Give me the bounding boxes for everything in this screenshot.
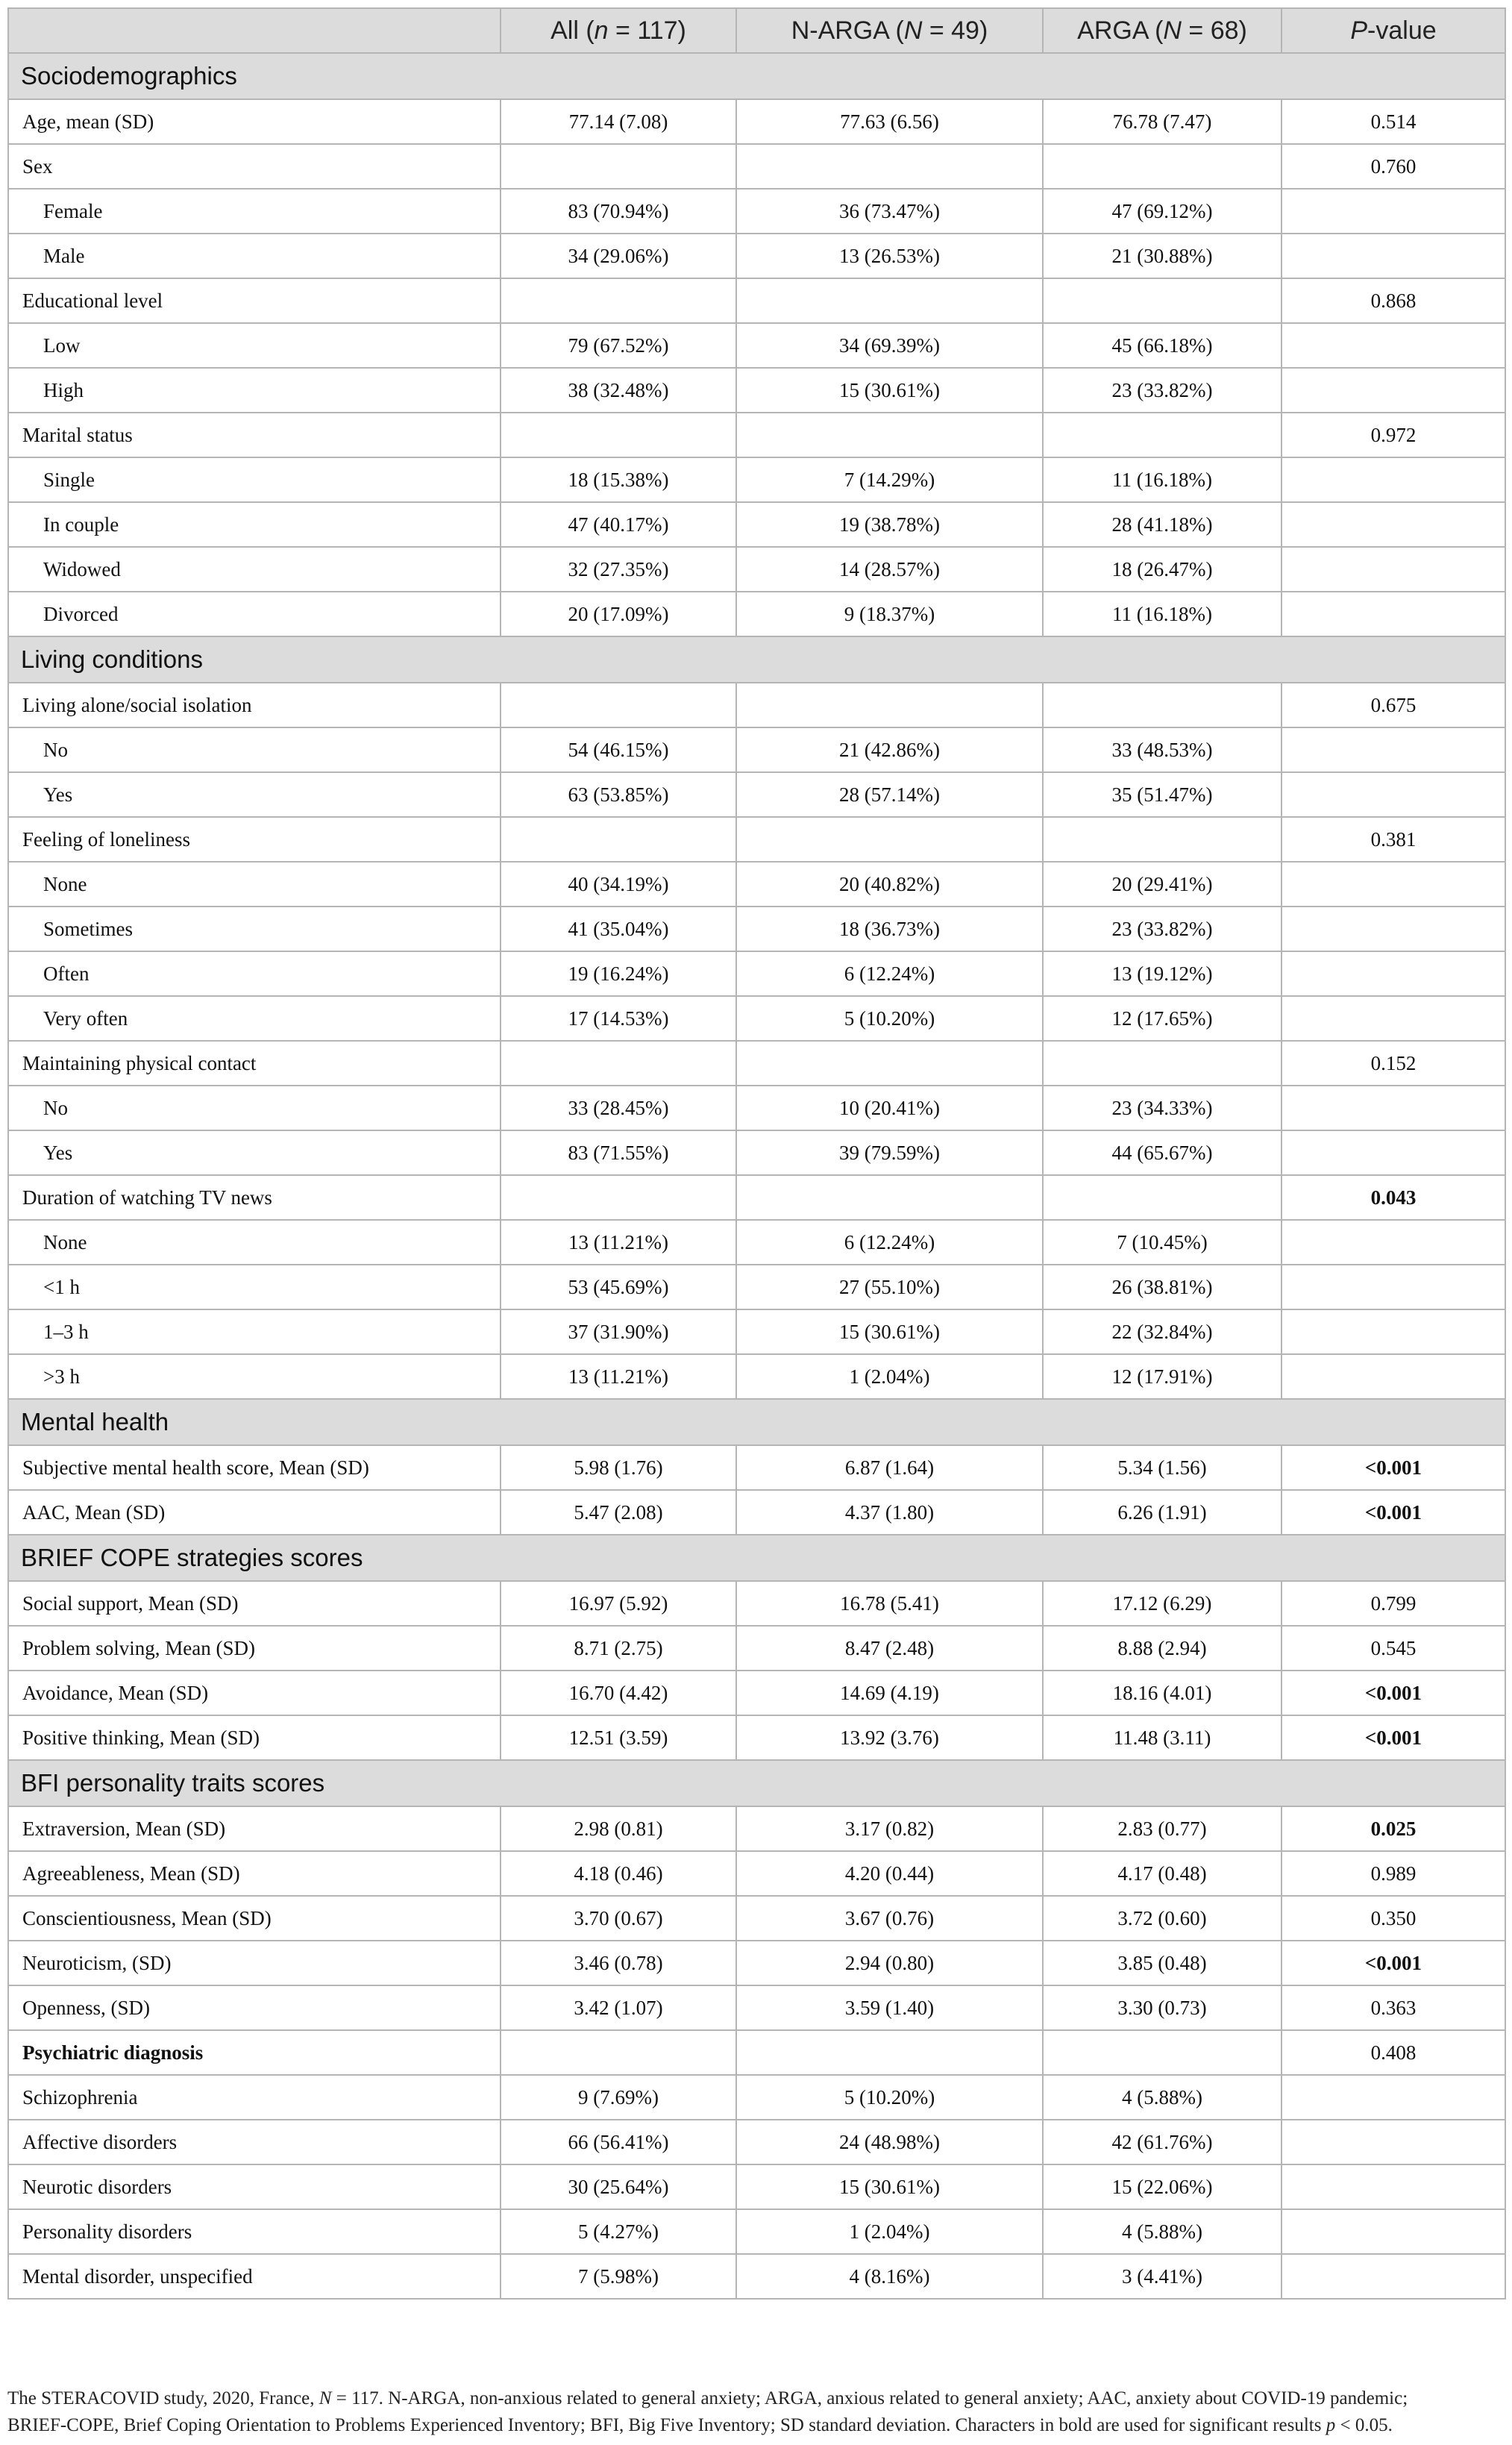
table-header-row (8, 8, 1505, 53)
cell-pvalue (1282, 323, 1505, 368)
cell-arga: 7 (10.45%) (1043, 1220, 1282, 1265)
table-row (8, 1086, 1505, 1130)
row-label: Subjective mental health score, Mean (SD) (8, 1445, 501, 1490)
cell-arga: 26 (38.81%) (1043, 1265, 1282, 1309)
row-label: <1 h (8, 1265, 501, 1309)
section-header-row (8, 53, 1505, 99)
cell-all (501, 2030, 736, 2075)
cell-narga (736, 1041, 1043, 1086)
row-label: Female (8, 189, 501, 234)
cell-narga: 28 (57.14%) (736, 772, 1043, 817)
table-row (8, 2120, 1505, 2164)
row-label: Personality disorders (8, 2209, 501, 2254)
header-arga: ARGA (N = 68) (1043, 8, 1282, 53)
cell-all: 13 (11.21%) (501, 1220, 736, 1265)
cell-narga (736, 2030, 1043, 2075)
row-label: Low (8, 323, 501, 368)
cell-pvalue (1282, 2075, 1505, 2120)
row-label: Living alone/social isolation (8, 683, 501, 727)
cell-all: 7 (5.98%) (501, 2254, 736, 2299)
cell-pvalue: <0.001 (1282, 1671, 1505, 1715)
row-label: Agreeableness, Mean (SD) (8, 1851, 501, 1896)
table-row (8, 1851, 1505, 1896)
cell-arga (1043, 2030, 1282, 2075)
table-row (8, 1671, 1505, 1715)
cell-arga: 18.16 (4.01) (1043, 1671, 1282, 1715)
cell-all: 83 (71.55%) (501, 1130, 736, 1175)
row-label: High (8, 368, 501, 413)
cell-arga (1043, 278, 1282, 323)
cell-narga: 3.67 (0.76) (736, 1896, 1043, 1941)
table-row (8, 1265, 1505, 1309)
cell-pvalue (1282, 189, 1505, 234)
table-row (8, 2164, 1505, 2209)
cell-arga: 5.34 (1.56) (1043, 1445, 1282, 1490)
row-label: AAC, Mean (SD) (8, 1490, 501, 1535)
cell-all: 2.98 (0.81) (501, 1806, 736, 1851)
cell-arga: 4.17 (0.48) (1043, 1851, 1282, 1896)
cell-pvalue: 0.989 (1282, 1851, 1505, 1896)
cell-narga: 20 (40.82%) (736, 862, 1043, 907)
cell-narga: 16.78 (5.41) (736, 1581, 1043, 1626)
cell-narga: 6 (12.24%) (736, 951, 1043, 996)
cell-pvalue (1282, 457, 1505, 502)
cell-arga: 3.85 (0.48) (1043, 1941, 1282, 1985)
cell-narga: 77.63 (6.56) (736, 99, 1043, 144)
cell-pvalue: 0.545 (1282, 1626, 1505, 1671)
cell-pvalue (1282, 772, 1505, 817)
cell-narga: 27 (55.10%) (736, 1265, 1043, 1309)
row-label: Yes (8, 772, 501, 817)
cell-arga (1043, 683, 1282, 727)
cell-arga: 35 (51.47%) (1043, 772, 1282, 817)
row-label: Neurotic disorders (8, 2164, 501, 2209)
cell-pvalue: <0.001 (1282, 1715, 1505, 1760)
cell-all: 3.46 (0.78) (501, 1941, 736, 1985)
row-label: Very often (8, 996, 501, 1041)
cell-narga: 7 (14.29%) (736, 457, 1043, 502)
cell-all: 32 (27.35%) (501, 547, 736, 592)
row-label: Educational level (8, 278, 501, 323)
table-body (8, 53, 1505, 2299)
cell-all: 77.14 (7.08) (501, 99, 736, 144)
cell-all (501, 144, 736, 189)
cell-all: 13 (11.21%) (501, 1354, 736, 1399)
section-title: Sociodemographics (8, 53, 1505, 99)
row-label: Positive thinking, Mean (SD) (8, 1715, 501, 1760)
table-row (8, 2075, 1505, 2120)
cell-arga: 11.48 (3.11) (1043, 1715, 1282, 1760)
cell-narga: 14.69 (4.19) (736, 1671, 1043, 1715)
header-variable (8, 8, 501, 53)
table-row (8, 1130, 1505, 1175)
cell-all: 33 (28.45%) (501, 1086, 736, 1130)
cell-arga: 23 (33.82%) (1043, 907, 1282, 951)
cell-arga: 6.26 (1.91) (1043, 1490, 1282, 1535)
cell-arga: 11 (16.18%) (1043, 592, 1282, 636)
cell-narga: 5 (10.20%) (736, 2075, 1043, 2120)
table-row (8, 1896, 1505, 1941)
cell-narga (736, 683, 1043, 727)
cell-narga: 15 (30.61%) (736, 2164, 1043, 2209)
cell-pvalue (1282, 951, 1505, 996)
cell-all: 5.98 (1.76) (501, 1445, 736, 1490)
cell-pvalue (1282, 592, 1505, 636)
cell-all: 83 (70.94%) (501, 189, 736, 234)
cell-all: 37 (31.90%) (501, 1309, 736, 1354)
cell-arga: 18 (26.47%) (1043, 547, 1282, 592)
cell-narga: 1 (2.04%) (736, 1354, 1043, 1399)
row-label: Maintaining physical contact (8, 1041, 501, 1086)
cell-pvalue (1282, 2209, 1505, 2254)
table-row (8, 1985, 1505, 2030)
cell-all (501, 1041, 736, 1086)
cell-all: 41 (35.04%) (501, 907, 736, 951)
cell-all: 8.71 (2.75) (501, 1626, 736, 1671)
cell-arga: 76.78 (7.47) (1043, 99, 1282, 144)
header-narga: N-ARGA (N = 49) (736, 8, 1043, 53)
table-row (8, 99, 1505, 144)
cell-all: 53 (45.69%) (501, 1265, 736, 1309)
cell-pvalue (1282, 996, 1505, 1041)
cell-pvalue: 0.868 (1282, 278, 1505, 323)
row-label: Male (8, 234, 501, 278)
cell-narga: 39 (79.59%) (736, 1130, 1043, 1175)
cell-arga (1043, 817, 1282, 862)
cell-all: 12.51 (3.59) (501, 1715, 736, 1760)
cell-pvalue (1282, 907, 1505, 951)
cell-narga: 6 (12.24%) (736, 1220, 1043, 1265)
cell-pvalue: <0.001 (1282, 1941, 1505, 1985)
cell-narga (736, 278, 1043, 323)
row-label: Age, mean (SD) (8, 99, 501, 144)
cell-narga: 9 (18.37%) (736, 592, 1043, 636)
cell-all: 47 (40.17%) (501, 502, 736, 547)
table-row (8, 1581, 1505, 1626)
cell-pvalue (1282, 1086, 1505, 1130)
cell-narga: 18 (36.73%) (736, 907, 1043, 951)
cell-arga: 3 (4.41%) (1043, 2254, 1282, 2299)
cell-all: 16.97 (5.92) (501, 1581, 736, 1626)
table-footnote (7, 2385, 1505, 2439)
table-row (8, 1220, 1505, 1265)
row-label: 1–3 h (8, 1309, 501, 1354)
cell-arga (1043, 413, 1282, 457)
row-label: No (8, 727, 501, 772)
table-row (8, 1715, 1505, 1760)
cell-all: 19 (16.24%) (501, 951, 736, 996)
cell-all: 30 (25.64%) (501, 2164, 736, 2209)
table-row (8, 1309, 1505, 1354)
cell-pvalue (1282, 727, 1505, 772)
section-title: Living conditions (8, 636, 1505, 683)
cell-pvalue: 0.350 (1282, 1896, 1505, 1941)
row-label: No (8, 1086, 501, 1130)
row-label: Avoidance, Mean (SD) (8, 1671, 501, 1715)
row-label: Marital status (8, 413, 501, 457)
cell-narga: 6.87 (1.64) (736, 1445, 1043, 1490)
footnote-line-1: The STERACOVID study, 2020, France, N = 117. N-ARGA, non-anxious related to general anxiety; ARGA, anxious related to general anxiety; AAC, anxiety about COVID-19 pandemic; (7, 2388, 1408, 2408)
cell-pvalue (1282, 547, 1505, 592)
row-label: Neuroticism, (SD) (8, 1941, 501, 1985)
cell-pvalue: 0.363 (1282, 1985, 1505, 2030)
table-row (8, 907, 1505, 951)
table-row (8, 413, 1505, 457)
table-row (8, 996, 1505, 1041)
row-label: In couple (8, 502, 501, 547)
cell-pvalue (1282, 1354, 1505, 1399)
cell-arga: 11 (16.18%) (1043, 457, 1282, 502)
cell-arga: 17.12 (6.29) (1043, 1581, 1282, 1626)
table-row (8, 234, 1505, 278)
cell-pvalue (1282, 2164, 1505, 2209)
cell-pvalue: 0.025 (1282, 1806, 1505, 1851)
row-label: Single (8, 457, 501, 502)
cell-narga: 24 (48.98%) (736, 2120, 1043, 2164)
cell-all: 5 (4.27%) (501, 2209, 736, 2254)
row-label: Widowed (8, 547, 501, 592)
cell-arga: 4 (5.88%) (1043, 2209, 1282, 2254)
cell-narga: 36 (73.47%) (736, 189, 1043, 234)
table-row (8, 727, 1505, 772)
cell-arga: 3.30 (0.73) (1043, 1985, 1282, 2030)
row-label: Conscientiousness, Mean (SD) (8, 1896, 501, 1941)
cell-narga: 5 (10.20%) (736, 996, 1043, 1041)
row-label: None (8, 1220, 501, 1265)
cell-arga: 20 (29.41%) (1043, 862, 1282, 907)
results-table-container (7, 7, 1505, 2300)
cell-narga: 3.17 (0.82) (736, 1806, 1043, 1851)
cell-narga: 21 (42.86%) (736, 727, 1043, 772)
cell-pvalue: 0.799 (1282, 1581, 1505, 1626)
table-row (8, 278, 1505, 323)
row-label: Duration of watching TV news (8, 1175, 501, 1220)
cell-all: 54 (46.15%) (501, 727, 736, 772)
table-row (8, 1445, 1505, 1490)
row-label: Social support, Mean (SD) (8, 1581, 501, 1626)
row-label: Sex (8, 144, 501, 189)
cell-arga: 44 (65.67%) (1043, 1130, 1282, 1175)
footnote-line-2: BRIEF-COPE, Brief Coping Orientation to Problems Experienced Inventory; BFI, Big Five Inventory; SD standard deviation. Characters in bold are used for significant results p < 0.05. (7, 2415, 1393, 2435)
row-label: Divorced (8, 592, 501, 636)
row-label: Mental disorder, unspecified (8, 2254, 501, 2299)
cell-pvalue (1282, 234, 1505, 278)
cell-arga: 47 (69.12%) (1043, 189, 1282, 234)
cell-all: 20 (17.09%) (501, 592, 736, 636)
header-pvalue: P-value (1282, 8, 1505, 53)
cell-narga: 8.47 (2.48) (736, 1626, 1043, 1671)
table-row (8, 683, 1505, 727)
cell-all: 79 (67.52%) (501, 323, 736, 368)
cell-all: 3.42 (1.07) (501, 1985, 736, 2030)
table-row (8, 1806, 1505, 1851)
cell-arga: 15 (22.06%) (1043, 2164, 1282, 2209)
cell-pvalue (1282, 1265, 1505, 1309)
cell-pvalue: 0.152 (1282, 1041, 1505, 1086)
table-row (8, 2209, 1505, 2254)
row-label: Extraversion, Mean (SD) (8, 1806, 501, 1851)
section-header-row (8, 1535, 1505, 1581)
cell-arga: 28 (41.18%) (1043, 502, 1282, 547)
cell-pvalue: 0.972 (1282, 413, 1505, 457)
cell-arga: 2.83 (0.77) (1043, 1806, 1282, 1851)
cell-all: 40 (34.19%) (501, 862, 736, 907)
row-label: Yes (8, 1130, 501, 1175)
cell-pvalue: 0.408 (1282, 2030, 1505, 2075)
row-label: Problem solving, Mean (SD) (8, 1626, 501, 1671)
table-row (8, 1941, 1505, 1985)
section-title: BFI personality traits scores (8, 1760, 1505, 1806)
cell-all (501, 278, 736, 323)
cell-narga: 13.92 (3.76) (736, 1715, 1043, 1760)
table-row (8, 2254, 1505, 2299)
table-row (8, 817, 1505, 862)
table-row (8, 144, 1505, 189)
section-header-row (8, 636, 1505, 683)
cell-all: 63 (53.85%) (501, 772, 736, 817)
cell-narga (736, 817, 1043, 862)
row-label: Sometimes (8, 907, 501, 951)
cell-all: 66 (56.41%) (501, 2120, 736, 2164)
results-table (7, 7, 1506, 2300)
cell-narga: 13 (26.53%) (736, 234, 1043, 278)
cell-all: 16.70 (4.42) (501, 1671, 736, 1715)
cell-all: 9 (7.69%) (501, 2075, 736, 2120)
table-row (8, 951, 1505, 996)
cell-arga (1043, 1175, 1282, 1220)
row-label: Often (8, 951, 501, 996)
row-label: Psychiatric diagnosis (8, 2030, 501, 2075)
cell-arga: 23 (34.33%) (1043, 1086, 1282, 1130)
cell-all: 17 (14.53%) (501, 996, 736, 1041)
cell-narga (736, 1175, 1043, 1220)
table-row (8, 368, 1505, 413)
section-title: Mental health (8, 1399, 1505, 1445)
cell-all (501, 817, 736, 862)
cell-pvalue: 0.760 (1282, 144, 1505, 189)
cell-arga: 12 (17.91%) (1043, 1354, 1282, 1399)
cell-all: 38 (32.48%) (501, 368, 736, 413)
cell-narga: 14 (28.57%) (736, 547, 1043, 592)
table-row (8, 189, 1505, 234)
cell-arga: 13 (19.12%) (1043, 951, 1282, 996)
row-label: Schizophrenia (8, 2075, 501, 2120)
cell-narga: 4.20 (0.44) (736, 1851, 1043, 1896)
header-all: All (n = 117) (501, 8, 736, 53)
cell-narga: 15 (30.61%) (736, 1309, 1043, 1354)
table-row (8, 502, 1505, 547)
cell-pvalue: <0.001 (1282, 1445, 1505, 1490)
cell-pvalue: 0.514 (1282, 99, 1505, 144)
cell-arga: 4 (5.88%) (1043, 2075, 1282, 2120)
cell-narga (736, 144, 1043, 189)
cell-narga: 2.94 (0.80) (736, 1941, 1043, 1985)
cell-arga: 22 (32.84%) (1043, 1309, 1282, 1354)
cell-all (501, 413, 736, 457)
row-label: None (8, 862, 501, 907)
cell-arga (1043, 1041, 1282, 1086)
section-header-row (8, 1760, 1505, 1806)
cell-arga: 33 (48.53%) (1043, 727, 1282, 772)
cell-all: 5.47 (2.08) (501, 1490, 736, 1535)
cell-narga: 3.59 (1.40) (736, 1985, 1043, 2030)
cell-narga (736, 413, 1043, 457)
cell-pvalue: 0.675 (1282, 683, 1505, 727)
table-row (8, 1175, 1505, 1220)
row-label: Feeling of loneliness (8, 817, 501, 862)
cell-pvalue (1282, 1130, 1505, 1175)
cell-all: 4.18 (0.46) (501, 1851, 736, 1896)
cell-pvalue (1282, 862, 1505, 907)
table-row (8, 457, 1505, 502)
cell-all (501, 683, 736, 727)
table-row (8, 1041, 1505, 1086)
row-label: >3 h (8, 1354, 501, 1399)
cell-pvalue: 0.381 (1282, 817, 1505, 862)
cell-arga: 45 (66.18%) (1043, 323, 1282, 368)
table-row (8, 547, 1505, 592)
cell-arga (1043, 144, 1282, 189)
cell-narga: 4 (8.16%) (736, 2254, 1043, 2299)
cell-pvalue (1282, 368, 1505, 413)
cell-all: 34 (29.06%) (501, 234, 736, 278)
cell-arga: 21 (30.88%) (1043, 234, 1282, 278)
cell-narga: 1 (2.04%) (736, 2209, 1043, 2254)
cell-pvalue (1282, 1220, 1505, 1265)
cell-narga: 15 (30.61%) (736, 368, 1043, 413)
cell-pvalue (1282, 2254, 1505, 2299)
table-row (8, 323, 1505, 368)
cell-arga: 12 (17.65%) (1043, 996, 1282, 1041)
cell-narga: 10 (20.41%) (736, 1086, 1043, 1130)
row-label: Openness, (SD) (8, 1985, 501, 2030)
cell-narga: 4.37 (1.80) (736, 1490, 1043, 1535)
table-row (8, 772, 1505, 817)
table-row (8, 862, 1505, 907)
table-row (8, 1626, 1505, 1671)
cell-all: 3.70 (0.67) (501, 1896, 736, 1941)
cell-narga: 34 (69.39%) (736, 323, 1043, 368)
cell-pvalue (1282, 502, 1505, 547)
table-row (8, 1354, 1505, 1399)
cell-arga: 42 (61.76%) (1043, 2120, 1282, 2164)
cell-pvalue: <0.001 (1282, 1490, 1505, 1535)
cell-arga: 8.88 (2.94) (1043, 1626, 1282, 1671)
section-header-row (8, 1399, 1505, 1445)
cell-pvalue (1282, 2120, 1505, 2164)
cell-arga: 23 (33.82%) (1043, 368, 1282, 413)
cell-arga: 3.72 (0.60) (1043, 1896, 1282, 1941)
table-row (8, 1490, 1505, 1535)
cell-pvalue (1282, 1309, 1505, 1354)
table-row (8, 2030, 1505, 2075)
row-label: Affective disorders (8, 2120, 501, 2164)
cell-all: 18 (15.38%) (501, 457, 736, 502)
cell-pvalue: 0.043 (1282, 1175, 1505, 1220)
table-row (8, 592, 1505, 636)
cell-all (501, 1175, 736, 1220)
cell-narga: 19 (38.78%) (736, 502, 1043, 547)
section-title: BRIEF COPE strategies scores (8, 1535, 1505, 1581)
